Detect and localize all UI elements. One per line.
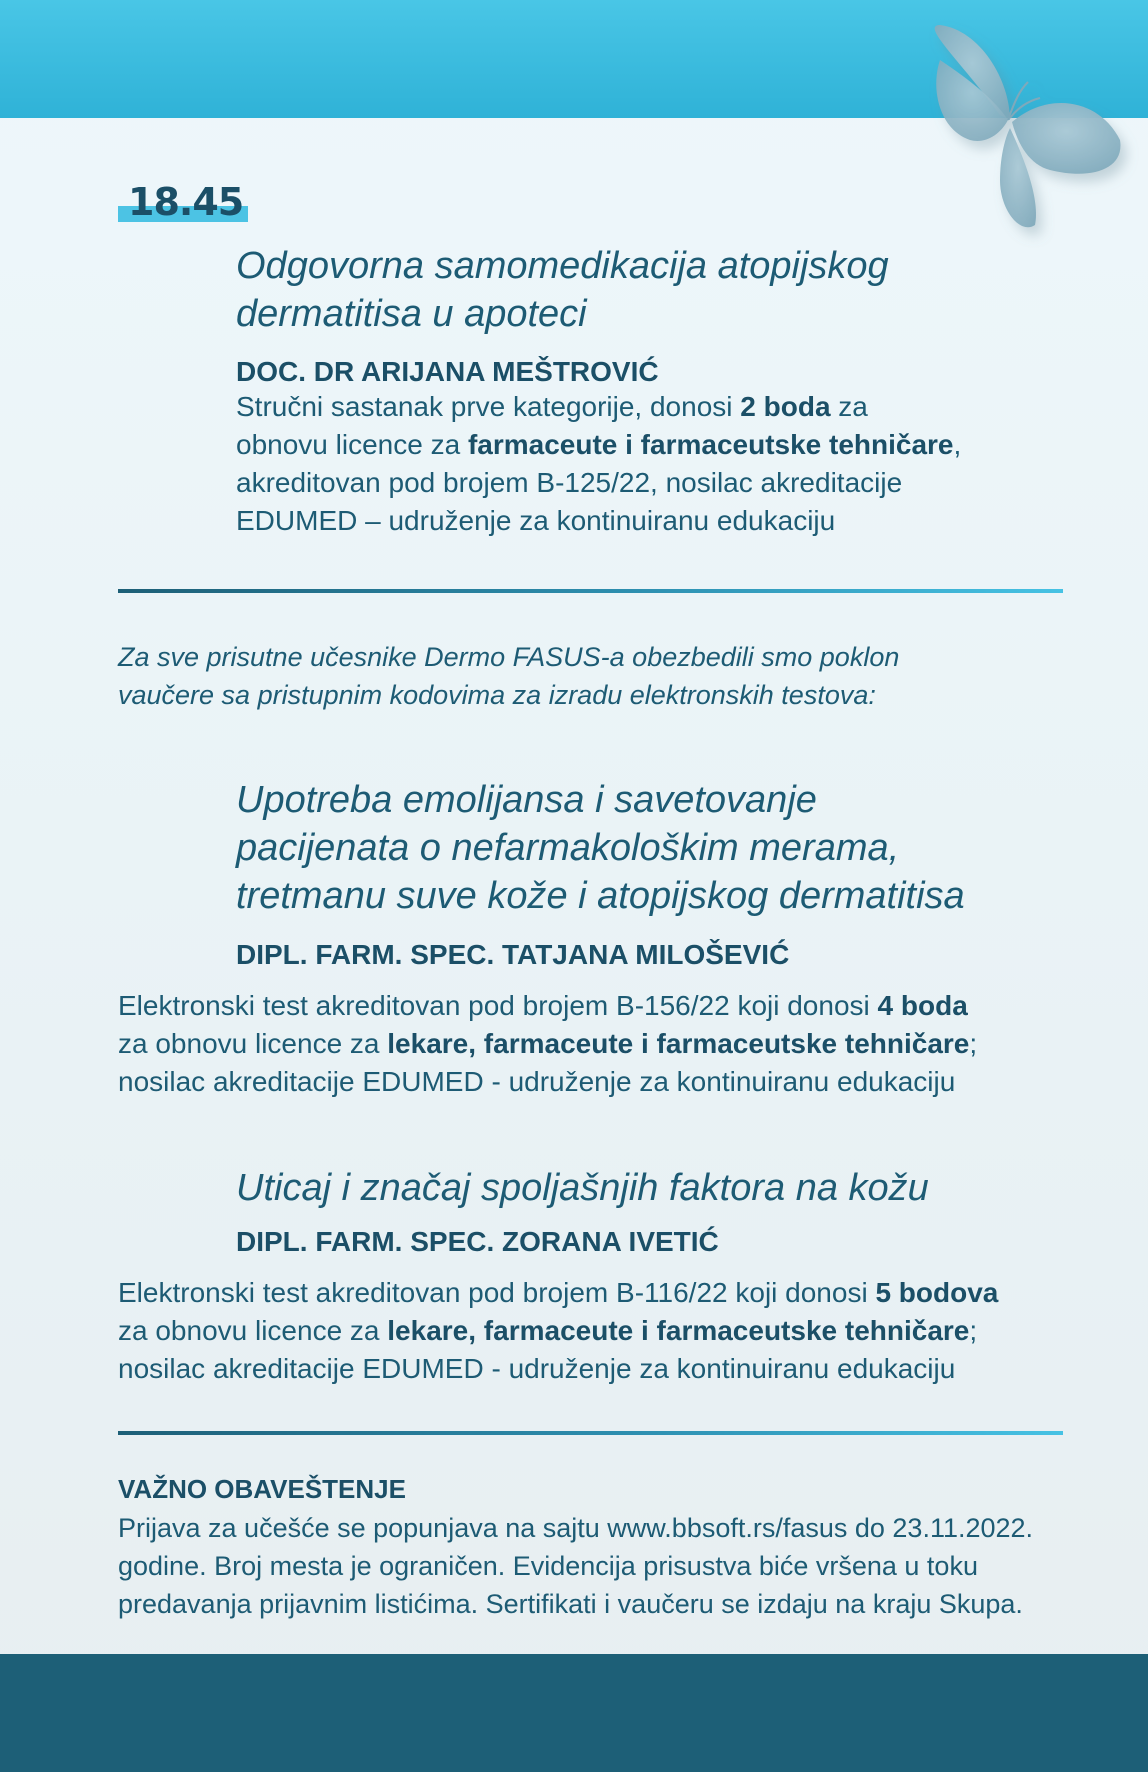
test1-description: Elektronski test akreditovan pod brojem B-156/22 koji donosi 4 boda za obnovu licence za lekare, farmaceute i farmaceutske tehničare; nosilac akreditacije EDUMED - udruženje za kontinuiranu edukaciju: [118, 990, 978, 1097]
test1-audience: lekare, farmaceute i farmaceutske tehničare: [387, 1028, 970, 1059]
butterfly-icon: [900, 20, 1140, 250]
test2-points: 5 bodova: [875, 1277, 999, 1308]
divider: [118, 1431, 1063, 1435]
test2-speaker: DIPL. FARM. SPEC. ZORANA IVETIĆ: [236, 1226, 719, 1257]
test1-title: Upotreba emolijansa i savetovanje pacijenata o nefarmakološkim merama, tretmanu suve kože i atopijskog dermatitisa: [236, 779, 965, 917]
test2-title: Uticaj i značaj spoljašnjih faktora na kožu: [236, 1167, 929, 1209]
session-audience: farmaceute i farmaceutske tehničare: [467, 429, 954, 460]
session-title: [236, 242, 1116, 338]
session-title-line: dermatitisa u apoteci: [236, 293, 587, 335]
session-points: 2 boda: [740, 391, 831, 422]
session-description: Stručni sastanak prve kategorije, donosi 2 boda za obnovu licence za farmaceute i farmaceutske tehničare, akreditovan pod brojem B-125/22, nosilac akreditacije EDUMED – udruženje za kontinuiranu edukaciju: [236, 391, 962, 536]
session-title-line: Odgovorna samomedikacija atopijskog: [236, 245, 889, 287]
session-time: [118, 180, 248, 224]
bottom-band: [0, 1654, 1148, 1772]
test1-points: 4 boda: [877, 990, 968, 1021]
test2-audience: lekare, farmaceute i farmaceutske tehničare: [387, 1315, 970, 1346]
test2-description: Elektronski test akreditovan pod brojem B-116/22 koji donosi 5 bodova za obnovu licence za lekare, farmaceute i farmaceutske tehničare; nosilac akreditacije EDUMED - udruženje za kontinuiranu edukaciju: [118, 1277, 999, 1384]
test1-speaker: DIPL. FARM. SPEC. TATJANA MILOŠEVIĆ: [236, 939, 790, 970]
notice-body: Prijava za učešće se popunjava na sajtu www.bbsoft.rs/fasus do 23.11.2022. godine. Broj mesta je ograničen. Evidencija prisustva biće vršena u toku predavanja prijavnim listićima. Sertifikati i vaučeru se izdaju na kraju Skupa.: [118, 1513, 1034, 1619]
divider: [118, 589, 1063, 593]
voucher-intro: Za sve prisutne učesnike Dermo FASUS-a obezbedili smo poklon vaučere sa pristupnim kodovima za izradu elektronskih testova:: [118, 642, 900, 710]
notice-heading: VAŽNO OBAVEŠTENJE: [118, 1474, 406, 1504]
session-speaker: DOC. DR ARIJANA MEŠTROVIĆ: [236, 356, 659, 387]
time-label: 18.45: [128, 180, 244, 224]
